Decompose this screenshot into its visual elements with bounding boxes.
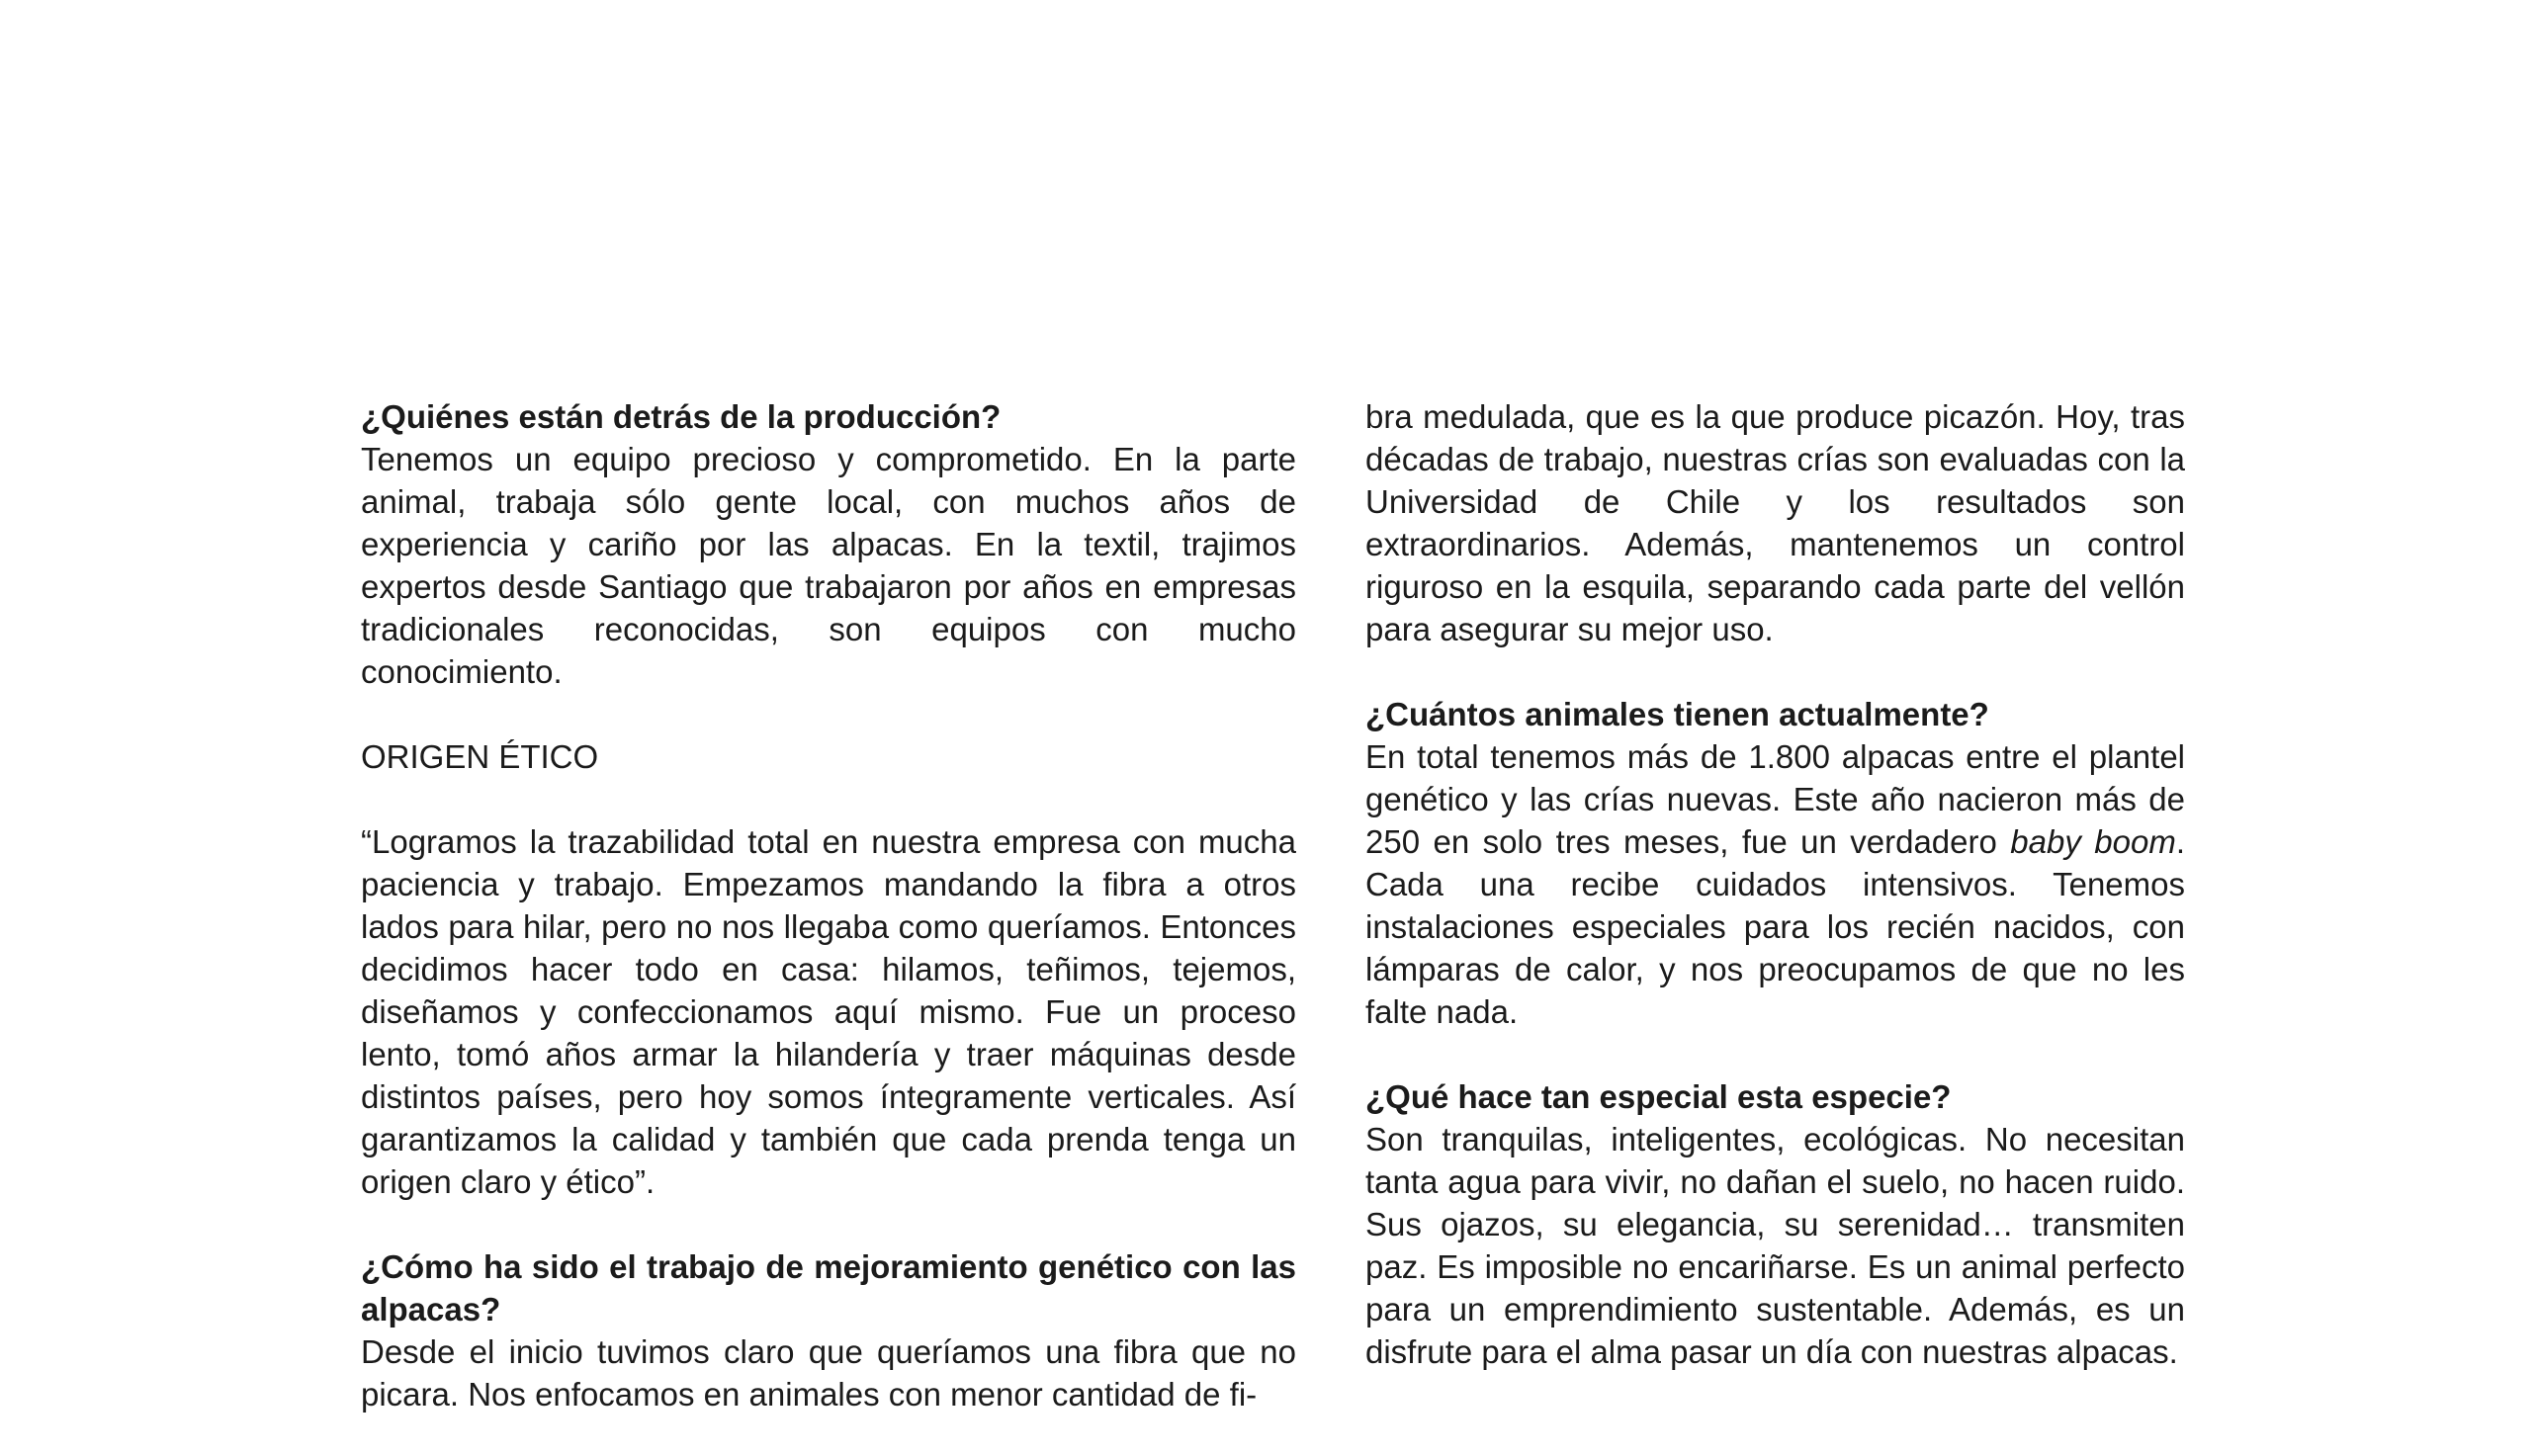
answer-paragraph [1365,735,2185,1033]
section-heading: ORIGEN ÉTICO [361,738,599,775]
quote-paragraph: “Logramos la trazabilidad total en nuestra empresa con mucha paciencia y trabajo. Empezamos mandando la fibra a otros lados para hilar, pero no nos llegaba como queríamos. Entonces decidimos hacer todo en casa: hilamos, teñimos, tejemos, diseñamos y confeccionamos aquí mismo. Fue un proceso lento, tomó años armar la hilandería y traer máquinas desde distintos países, pero hoy somos íntegramente verticales. Así garantizamos la calidad y también que cada prenda tenga un origen claro y ético”. [361,823,1296,1200]
answer-paragraph-continued: bra medulada, que es la que produce picazón. Hoy, tras décadas de trabajo, nuestras crías son evaluadas con la Universidad de Chile y los resultados son extraordinarios. Además, mantenemos un control riguroso en la esquila, separando cada parte del vellón para asegurar su mejor uso. [1365,398,2185,647]
answer-text: En total tenemos más de 1.800 alpacas entre el plantel genético y las crías nuevas. Este año nacieron más de 250 en solo tres meses, fue un verdadero [1365,738,2185,860]
question-heading: ¿Cómo ha sido el trabajo de mejoramiento genético con las alpacas? [361,1248,1296,1328]
question-heading: ¿Qué hace tan especial esta especie? [1365,1078,1952,1115]
answer-paragraph: Son tranquilas, inteligentes, ecológicas. No necesitan tanta agua para vivir, no dañan el suelo, no hacen ruido. Sus ojazos, su elegancia, su serenidad… transmiten paz. Es imposible no encariñarse. Es un animal perfecto para un emprendimiento sustentable. Además, es un disfrute para el alma pasar un día con nuestras alpacas. [1365,1121,2185,1370]
answer-paragraph: Tenemos un equipo precioso y comprometido. En la parte animal, trabaja sólo gente local, con muchos años de experiencia y cariño por las alpacas. En la textil, trajimos expertos desde Santiago que trabajaron por años en empresas tradicionales reconocidas, son equipos con mucho conocimiento. [361,441,1296,690]
question-heading: ¿Quiénes están detrás de la producción? [361,398,1002,435]
answer-text: . Cada una recibe cuidados intensivos. Tenemos instalaciones especiales para los recién nacidos, con lámparas de calor, y nos preocupamos de que no les falte nada. [1365,823,2186,1030]
left-column [361,395,1296,1415]
italic-term: baby boom [2010,823,2176,860]
answer-paragraph: Desde el inicio tuvimos claro que queríamos una fibra que no picara. Nos enfocamos en animales con menor cantidad de fi- [361,1333,1296,1413]
question-heading: ¿Cuántos animales tienen actualmente? [1365,696,1989,732]
right-column [1365,395,2185,1373]
